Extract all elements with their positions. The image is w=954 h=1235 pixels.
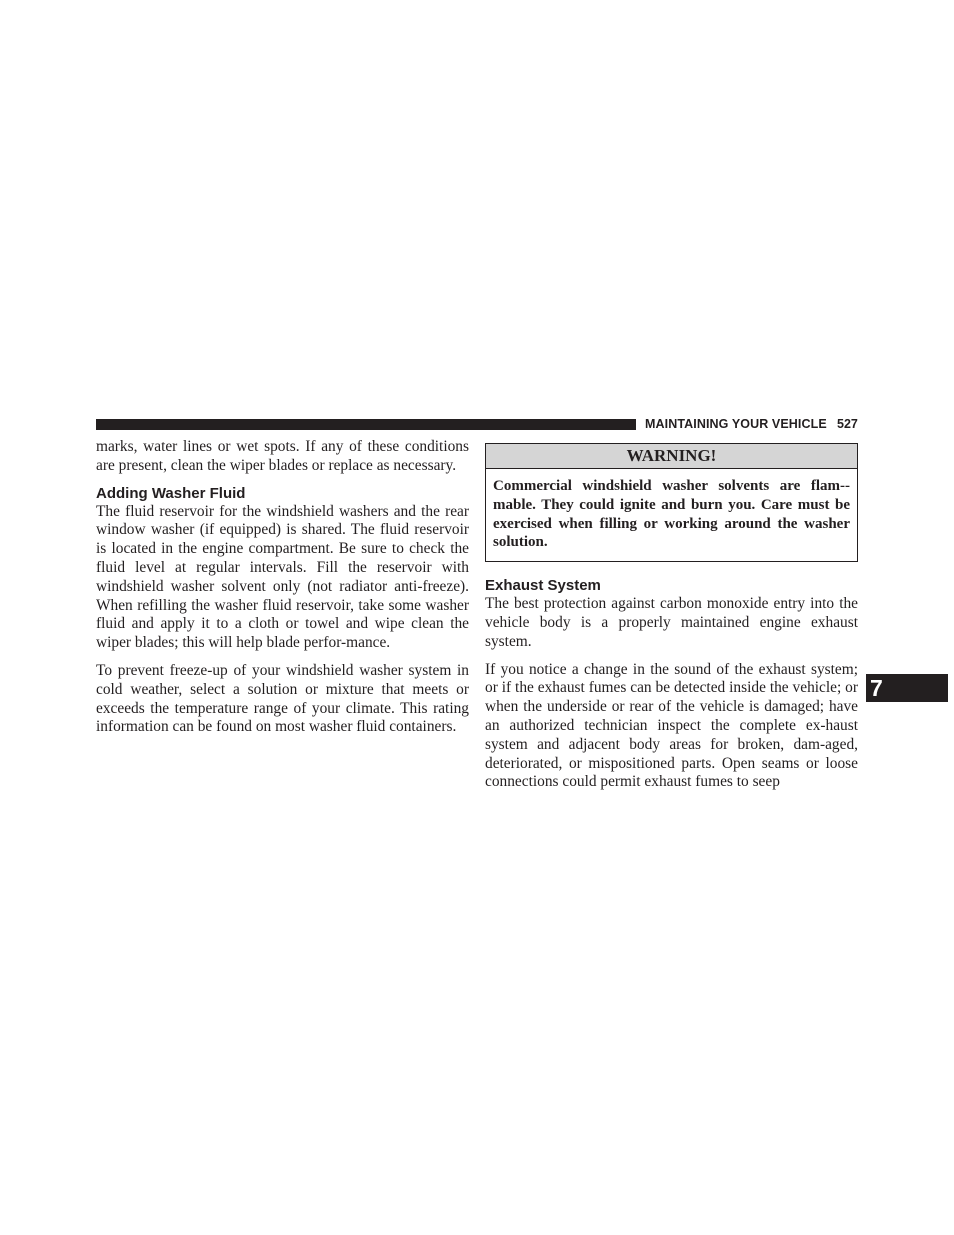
washer-fluid-paragraph-1: The fluid reservoir for the windshield washers and the rear window washer (if equipped) is shared. The fluid reservoir is located in the engine compartment. Be sure to check the fluid level at regular intervals. Fill the reservoir with windshield washer solvent only (not radiator anti-freeze). When refilling the washer fluid reservoir, take some washer fluid and apply it to a cloth or towel and wipe clean the wiper blades; this will help blade perfor-mance. xyxy=(96,502,469,652)
exhaust-paragraph-2: If you notice a change in the sound of the exhaust system; or if the exhaust fumes can be detected inside the vehicle; or when the underside or rear of the vehicle is damaged; have an authorized technician inspect the complete ex-haust system and adjacent body areas for broken, dam-aged, deteriorated, or mispositioned parts. Open seams or loose connections could permit exhaust fumes to seep xyxy=(485,660,858,791)
intro-paragraph: marks, water lines or wet spots. If any of these conditions are present, clean the wiper blades or replace as necessary. xyxy=(96,438,469,474)
exhaust-paragraph-1: The best protection against carbon monoxide entry into the vehicle body is a properly maintained engine exhaust system. xyxy=(485,595,858,650)
washer-fluid-paragraph-2: To prevent freeze-up of your windshield washer system in cold weather, select a solution or mixture that meets or exceeds the temperature range of your climate. This rating information can be found on most washer fluid containers. xyxy=(96,661,469,736)
exhaust-system-heading: Exhaust System xyxy=(485,577,601,595)
header-rule xyxy=(96,419,636,430)
warning-title: WARNING! xyxy=(486,444,857,469)
warning-box xyxy=(485,443,858,562)
adding-washer-fluid-heading: Adding Washer Fluid xyxy=(96,484,246,502)
right-column xyxy=(485,443,858,792)
left-column xyxy=(96,438,469,737)
page-number: 527 xyxy=(837,417,858,431)
warning-body: Commercial windshield washer solvents are flam-mable. They could ignite and burn you. Care must be exercised when filling or working around the washer solution. xyxy=(493,478,850,551)
chapter-tab: 7 xyxy=(866,674,948,702)
section-title: MAINTAINING YOUR VEHICLE xyxy=(645,417,827,431)
